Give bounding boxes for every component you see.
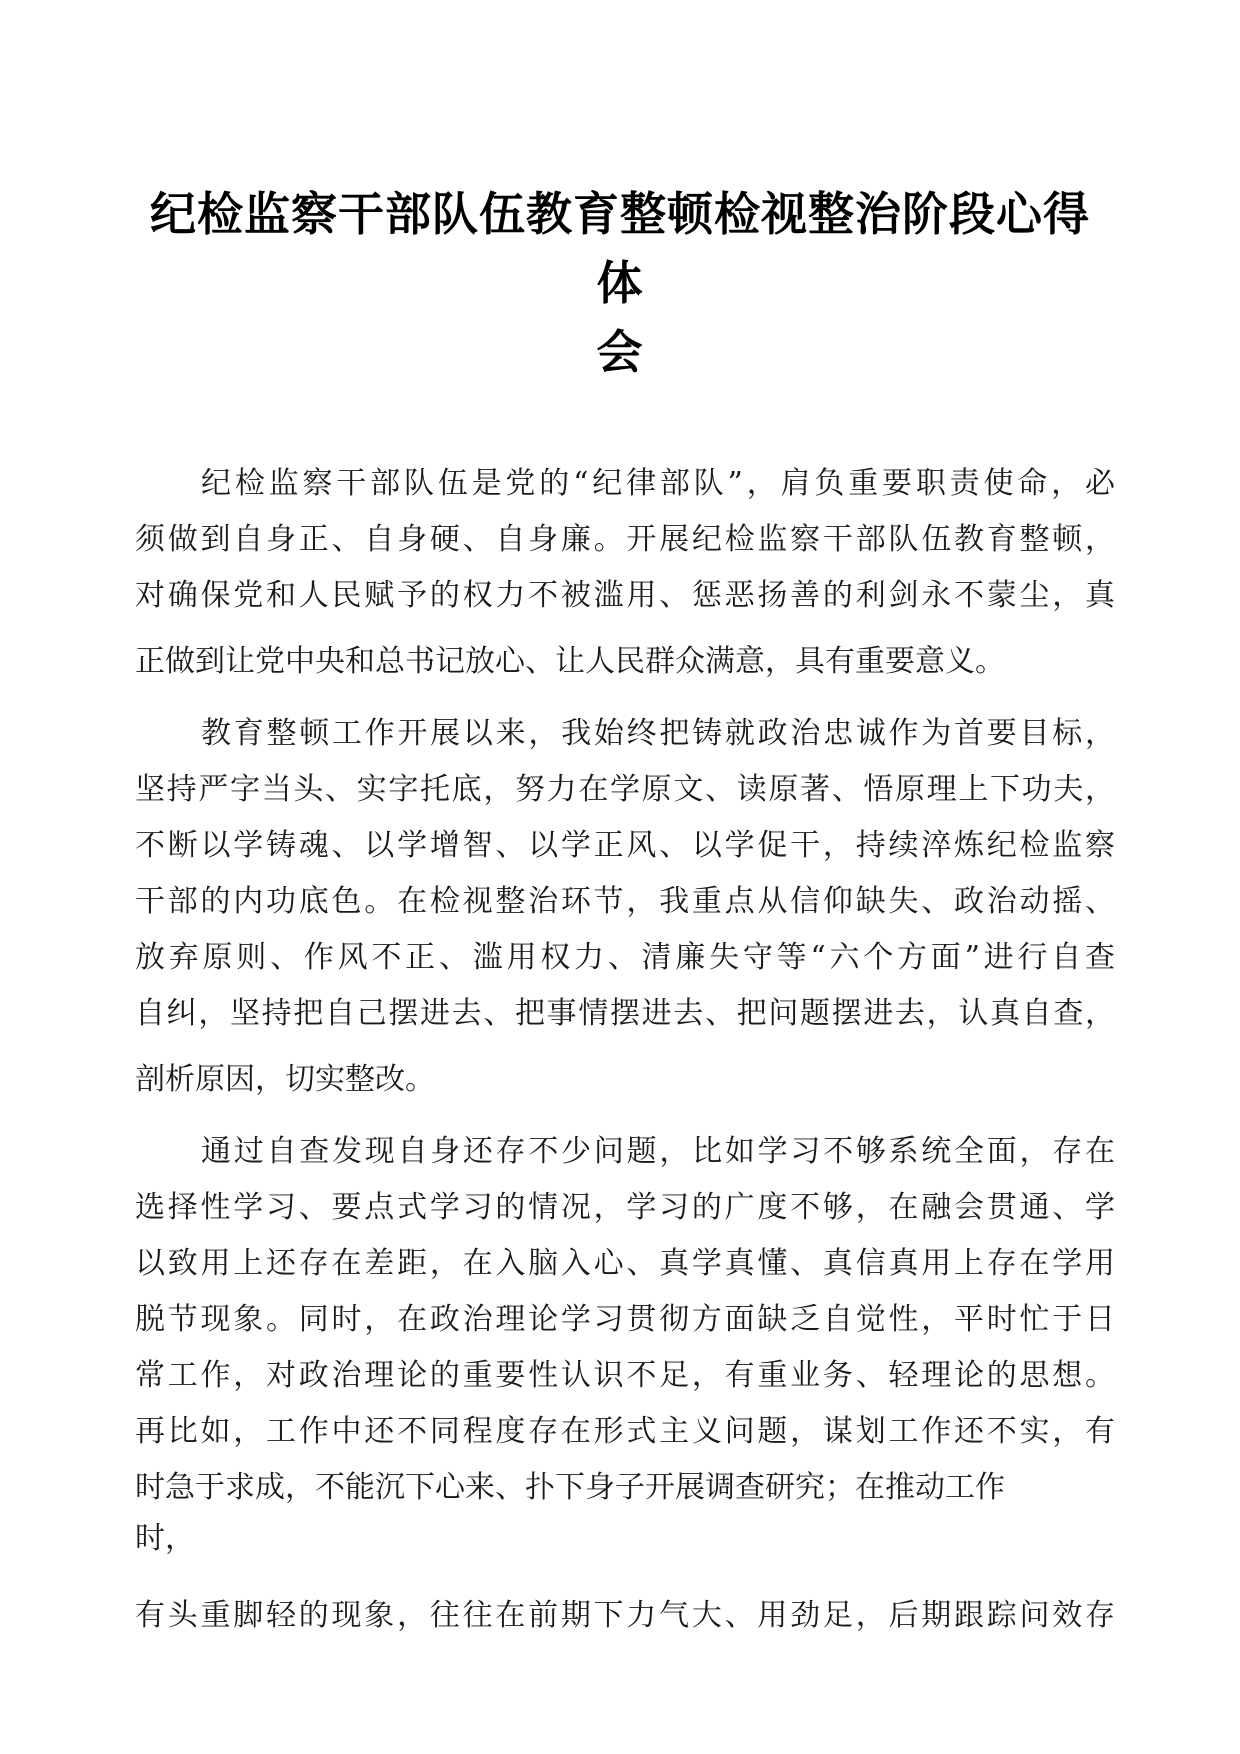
text-line: 时急于求成，不能沉下心来、扑下身子开展调查研究；在推动工作 [135, 1470, 1005, 1505]
text-line: 正做到让党中央和总书记放心、让人民群众满意，具有重要意义。 [135, 644, 1005, 679]
text-line: 以致用上还存在差距，在入脑入心、真学真懂、真信真用上存在学用 [135, 1246, 1115, 1281]
text-line: 选择性学习、要点式学习的情况，学习的广度不够，在融会贯通、学 [135, 1190, 1115, 1225]
paragraph-3 [135, 1124, 1115, 1644]
paragraph-2 [135, 706, 1115, 1108]
document-title [130, 180, 1110, 387]
text-line: 放弃原则、作风不正、滥用权力、清廉失守等“六个方面”进行自查 [135, 940, 1115, 975]
text-line: 再比如，工作中还不同程度存在形式主义问题，谋划工作还不实，有 [135, 1414, 1115, 1449]
text-line: 脱节现象。同时，在政治理论学习贯彻方面缺乏自觉性，平时忙于日 [135, 1302, 1115, 1337]
text-line: 干部的内功底色。在检视整治环节，我重点从信仰缺失、政治动摇、 [135, 884, 1115, 919]
text-line: 教育整顿工作开展以来，我始终把铸就政治忠诚作为首要目标， [201, 716, 1115, 751]
text-line: 自纠，坚持把自己摆进去、把事情摆进去、把问题摆进去，认真自查， [135, 996, 1115, 1031]
text-line: 须做到自身正、自身硬、自身廉。开展纪检监察干部队伍教育整顿， [135, 522, 1115, 557]
text-line: 对确保党和人民赋予的权力不被滥用、惩恶扬善的利剑永不蒙尘，真 [135, 578, 1115, 613]
text-line: 不断以学铸魂、以学增智、以学正风、以学促干，持续淬炼纪检监察 [135, 828, 1115, 863]
title-line: 纪检监察干部队伍教育整顿检视整治阶段心得体 [150, 187, 1090, 310]
title-line: 会 [596, 325, 644, 379]
text-line: 纪检监察干部队伍是党的“纪律部队”，肩负重要职责使命，必 [201, 466, 1115, 501]
text-line: 有头重脚轻的现象，往往在前期下力气大、用劲足，后期跟踪问效存 [135, 1598, 1115, 1633]
text-line: 剖析原因，切实整改。 [135, 1062, 435, 1097]
text-line: 常工作，对政治理论的重要性认识不足，有重业务、轻理论的思想。 [135, 1358, 1115, 1393]
text-line: 时， [135, 1521, 195, 1556]
text-line: 坚持严字当头、实字托底，努力在学原文、读原著、悟原理上下功夫， [135, 772, 1115, 807]
paragraph-1 [135, 456, 1115, 690]
text-line: 通过自查发现自身还存不少问题，比如学习不够系统全面，存在 [201, 1134, 1115, 1169]
document-body [135, 456, 1115, 1644]
